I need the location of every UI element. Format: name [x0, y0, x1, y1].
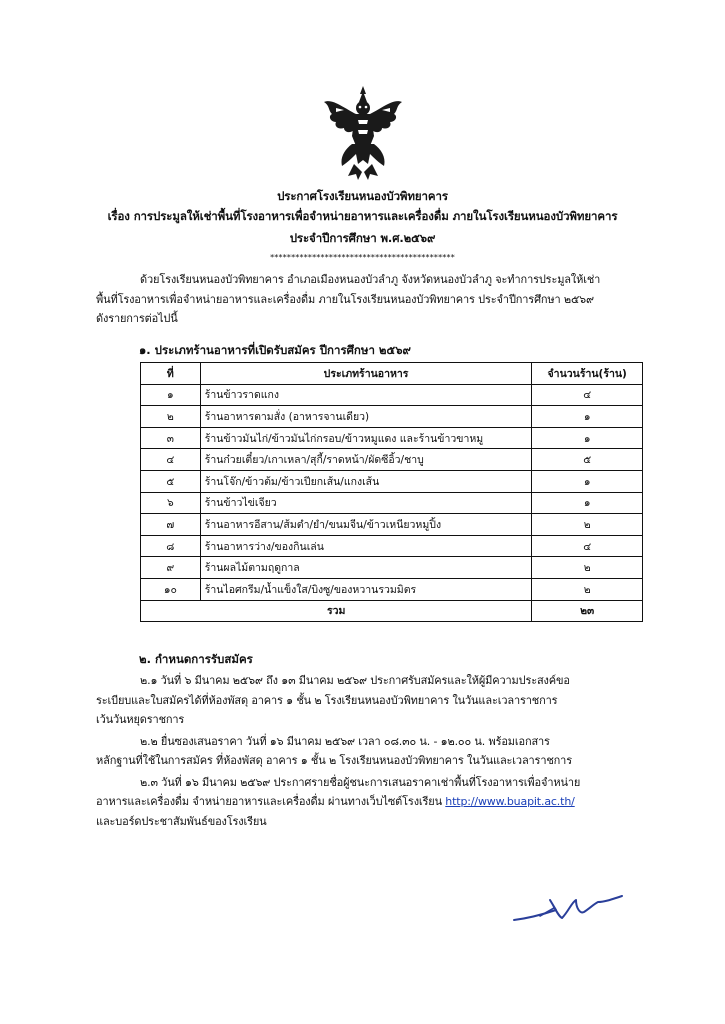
row-count: ๑: [532, 470, 643, 492]
table-row: [141, 557, 643, 579]
schedule-item-line: ๒.๓ วันที่ ๑๖ มีนาคม ๒๕๖๙ ประกาศรายชื่อผู้ชนะการเสนอราคาเช่าพื้นที่โรงอาหารเพื่อจำหน่าย: [140, 775, 581, 789]
row-type: ร้านผลไม้ตามฤดูกาล: [200, 557, 532, 579]
row-count: ๕: [532, 449, 643, 471]
row-type: ร้านอาหารอีสาน/ส้มตำ/ยำ/ขนมจีน/ข้าวเหนียวหมูปิ้ง: [200, 514, 532, 536]
column-header-type: ประเภทร้านอาหาร: [200, 363, 532, 385]
announcement-year: ประจำปีการศึกษา พ.ศ.๒๕๖๙: [289, 231, 436, 245]
row-count: ๑: [532, 427, 643, 449]
row-count: ๒: [532, 514, 643, 536]
row-no: ๙: [141, 557, 201, 579]
row-type: ร้านอาหารว่าง/ของกินเล่น: [200, 535, 532, 557]
row-no: ๔: [141, 449, 201, 471]
table-row: [141, 578, 643, 600]
row-no: ๑: [141, 384, 201, 406]
section1-heading: ๑. ประเภทร้านอาหารที่เปิดรับสมัคร ปีการศึกษา ๒๕๖๙: [139, 343, 411, 357]
row-no: ๕: [141, 470, 201, 492]
table-row: [141, 514, 643, 536]
table-total-row: [141, 600, 643, 622]
row-type: ร้านโจ๊ก/ข้าวต้ม/ข้าวเปียกเส้น/แกงเส้น: [200, 470, 532, 492]
column-header-no: ที่: [141, 363, 201, 385]
schedule-item-line: [96, 792, 656, 812]
table-row: [141, 535, 643, 557]
intro-line: ดังรายการต่อไปนี้: [96, 312, 178, 325]
row-count: ๔: [532, 384, 643, 406]
intro-paragraph: [96, 270, 656, 329]
row-no: ๖: [141, 492, 201, 514]
announcement-subject: เรื่อง การประมูลให้เช่าพื้นที่โรงอาหารเพื่อจำหน่ายอาหารและเครื่องดื่ม ภายในโรงเรียนหนองบัวพิทยาคาร: [107, 209, 618, 223]
star-divider: ********************************************: [270, 253, 455, 262]
row-count: ๒: [532, 557, 643, 579]
row-type: ร้านข้าวไข่เจียว: [200, 492, 532, 514]
table-row: [141, 449, 643, 471]
schedule-item-line: และบอร์ดประชาสัมพันธ์ของโรงเรียน: [96, 814, 267, 828]
schedule-item-line: เว้นวันหยุดราชการ: [96, 713, 185, 726]
schedule-item-text: อาหารและเครื่องดื่ม จำหน่ายอาหารและเครื่องดื่ม ผ่านทางเว็บไซต์โรงเรียน: [96, 795, 446, 808]
row-type: ร้านข้าวราดแกง: [200, 384, 532, 406]
table-row: [141, 406, 643, 428]
section2-heading: ๒. กำหนดการรับสมัคร: [139, 652, 253, 666]
row-no: ๒: [141, 406, 201, 428]
row-type: ร้านอาหารตามสั่ง (อาหารจานเดียว): [200, 406, 532, 428]
announcement-title: ประกาศโรงเรียนหนองบัวพิทยาคาร: [277, 189, 448, 203]
total-label: รวม: [141, 600, 532, 622]
row-no: ๗: [141, 514, 201, 536]
column-header-count: จำนวนร้าน(ร้าน): [532, 363, 643, 385]
shop-types-table: [140, 362, 643, 622]
table-row: [141, 384, 643, 406]
intro-line: พื้นที่โรงอาหารเพื่อจำหน่ายอาหารและเครื่องดื่ม ภายในโรงเรียนหนองบัวพิทยาคาร ประจำปีการศึกษา ๒๕๖๙: [96, 292, 594, 306]
row-count: ๒: [532, 578, 643, 600]
intro-line: ด้วยโรงเรียนหนองบัวพิทยาคาร อำเภอเมืองหนองบัวลำภู จังหวัดหนองบัวลำภู จะทำการประมูลให้เช่า: [140, 273, 601, 286]
row-type: ร้านก๋วยเตี๋ยว/เกาเหลา/สุกี้/ราดหน้า/ผัดซีอิ้ว/ชาบู: [200, 449, 532, 471]
table-row: [141, 492, 643, 514]
total-value: ๒๓: [532, 600, 643, 622]
row-no: ๑๐: [141, 578, 201, 600]
row-count: ๑: [532, 406, 643, 428]
schedule-item-line: ๒.๒ ยื่นซองเสนอราคา วันที่ ๑๖ มีนาคม ๒๕๖๙ เวลา ๐๘.๓๐ น. - ๑๒.๐๐ น. พร้อมเอกสาร: [140, 734, 550, 748]
schedule-item-line: หลักฐานที่ใช้ในการสมัคร ที่ห้องพัสดุ อาคาร ๑ ชั้น ๒ โรงเรียนหนองบัวพิทยาคาร ในวันและเวลาราชการ: [96, 754, 572, 767]
row-no: ๘: [141, 535, 201, 557]
garuda-emblem-icon: [322, 84, 404, 182]
row-no: ๓: [141, 427, 201, 449]
row-count: ๑: [532, 492, 643, 514]
table-row: [141, 470, 643, 492]
row-type: ร้านข้าวมันไก่/ข้าวมันไก่กรอบ/ข้าวหมูแดง และร้านข้าวขาหมู: [200, 427, 532, 449]
signature-icon: [510, 888, 630, 930]
school-website-link[interactable]: http://www.buapit.ac.th/: [445, 795, 575, 808]
table-row: [141, 427, 643, 449]
section2-body: [96, 671, 656, 831]
table-header-row: [141, 363, 643, 385]
schedule-item-line: ระเบียบและใบสมัครได้ที่ห้องพัสดุ อาคาร ๑ ชั้น ๒ โรงเรียนหนองบัวพิทยาคาร ในวันและเวลาราชการ: [96, 693, 558, 707]
schedule-item-line: ๒.๑ วันที่ ๖ มีนาคม ๒๕๖๙ ถึง ๑๓ มีนาคม ๒๕๖๙ ประกาศรับสมัครและให้ผู้มีความประสงค์ขอ: [140, 674, 570, 687]
row-type: ร้านไอศกรีม/น้ำแข็งใส/บิงซู/ของหวานรวมมิตร: [200, 578, 532, 600]
row-count: ๔: [532, 535, 643, 557]
